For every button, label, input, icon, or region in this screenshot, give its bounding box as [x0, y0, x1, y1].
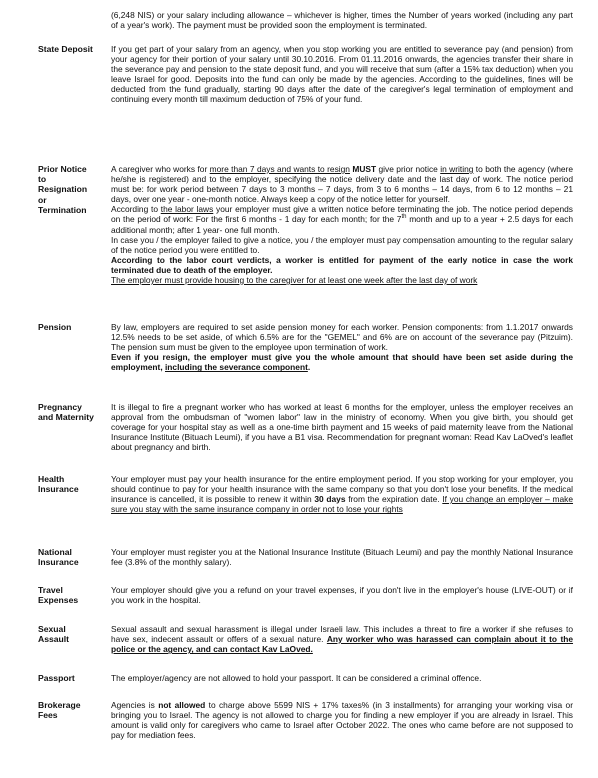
- text-span: Sexual assault and sexual harassment is illegal under Israeli law. This includes a threat to fire a worker if she refuses to have sex, indecent assault or offers of a sexual nature.: [111, 624, 573, 645]
- text-span: from the expiration date.: [345, 494, 443, 505]
- prior-notice-paragraph-4: According to the labor court verdicts, a worker is entitled for payment of the early notice in case the work terminated due to death of the employer.: [111, 254, 573, 275]
- prior-notice-heading-line: or: [38, 194, 47, 205]
- underlined-text: more than 7 days and wants to resign: [209, 164, 350, 174]
- bold-text: MUST: [349, 164, 377, 174]
- prior-notice-text: [111, 164, 573, 285]
- prior-notice-heading: [38, 164, 110, 215]
- travel-expenses-text: [111, 585, 573, 605]
- pension-text: [111, 322, 573, 372]
- bold-underlined-text: Any worker who was harassed can complain about it to the police or the agency, and can contact Kav LaOved.: [111, 634, 574, 655]
- national-insurance-text: [111, 547, 573, 567]
- pension-paragraph-2: [111, 352, 573, 372]
- text-span: A caregiver who works for: [111, 164, 210, 174]
- passport-paragraph: The employer/agency are not allowed to hold your passport. It can be considered a criminal offence.: [111, 673, 482, 683]
- national-insurance-paragraph: Your employer must register you at the National Insurance Institute (Bituach Leumi) and pay the monthly National Insurance fee (3.8% of the monthly salary).: [111, 547, 573, 568]
- sexual-assault-heading-line: Assault: [38, 634, 70, 645]
- prior-notice-paragraph-3: In case you / the employer failed to give a notice, you / the employer must pay compensation amounting to the regular salary of the notice period you were entitled to.: [111, 234, 573, 255]
- travel-expenses-heading: [38, 585, 110, 605]
- pregnancy-heading: [38, 402, 110, 422]
- health-insurance-heading: [38, 474, 110, 494]
- text-span: to charge above 5599 NIS + 17% taxes% (in 3 installments) for arranging your working visa or bringing you to Israel. The agency is not allowed to charge you for finding a new employer if you are already in Israel. This amount is valid only for caregivers who came to Israel after October 2022. The ones who came before are not supposed to pay for mediation fees.: [111, 700, 573, 741]
- text-span: your employer must give a written notice before terminating the job. The notice period depends on the period of work: For the first 6 months - 1 day for each month; for the 7: [111, 204, 573, 225]
- intro-paragraph: (6,248 NIS) or your salary including allowance – whichever is higher, times the Number of years worked (including any part of a year's work). The payment must be provided soon the employment is terminated.: [111, 10, 573, 31]
- brokerage-fees-heading-line: Fees: [38, 710, 58, 721]
- prior-notice-heading-line: Resignation: [38, 184, 88, 195]
- underlined-text: the labor laws: [160, 204, 214, 215]
- text-span: give prior notice: [376, 164, 441, 174]
- brokerage-fees-heading: [38, 700, 110, 720]
- text-span: According to: [111, 204, 161, 215]
- prior-notice-heading-line: to: [38, 174, 47, 185]
- prior-notice-paragraph-1: [111, 164, 573, 204]
- text-span: to both the agency (where he/she is registered) and to the employer, specifying the notice delivery date and the last day of work. The notice period must be: for work period between 7 days to 3 months – 7 days, from 3 to 6 months – 14 days, from 6 to 12 months – 21 days, over one year - one-month notice. Always keep a copy of the notice letter for yourself.: [111, 164, 574, 205]
- pension-paragraph-1: By law, employers are required to set aside pension money for each worker. Pension components: from 1.1.2017 onwards 12.5% needs to be set aside, of which 6.5% are for the "GEMEL" and 6% are on account of the severance pay (Pitzuim). The pension sum must be given to the employee upon termination of work.: [111, 322, 573, 353]
- sexual-assault-heading: [38, 624, 110, 644]
- brokerage-fees-paragraph: [111, 700, 573, 740]
- prior-notice-paragraph-2: [111, 204, 573, 234]
- passport-heading: Passport: [38, 673, 75, 683]
- text-span: Agencies is: [111, 700, 159, 710]
- bold-text: Even if you resign, the employer must give you the whole amount that should have been set aside during the employment,: [111, 352, 573, 373]
- health-insurance-heading-line: Insurance: [38, 484, 79, 495]
- bold-text: .: [307, 362, 311, 373]
- travel-expenses-paragraph: Your employer should give you a refund on your travel expenses, if you don't live in the employer's house (LIVE-OUT) or if you work in the hospital.: [111, 585, 573, 606]
- health-insurance-text: [111, 474, 573, 514]
- national-insurance-heading-line: Insurance: [38, 557, 79, 568]
- travel-expenses-heading-line: Expenses: [38, 595, 79, 606]
- bold-text: not allowed: [158, 700, 206, 710]
- text-span: Your employer must pay your health insurance for the entire employment period. If you stop working for your employer, you should continue to pay for your health insurance with the same company so that you don't lose your benefits. If the medical insurance is cancelled, it is possible to renew it within: [111, 474, 573, 505]
- state-deposit-paragraph: If you get part of your salary from an agency, when you stop working you are entitled to severance pay (and pension) from your agency for their portion of your salary until 30.10.2016. From 01.11.2016 onwards, the agencies transfer their share in the severance pay and pension to the state deposit fund, and you will receive that sum (after a 15% tax deduction) when you leave Israel for good. Deposits into the fund can only be made by the agencies. According to the guidelines, fines will be deducted from the fund gradually, starting 90 days after the date of the caregiver's legal termination of employment and continuing every month till maximum deduction of 75% of your fund.: [111, 44, 573, 105]
- prior-notice-paragraph-5: The employer must provide housing to the caregiver for at least one week after the last day of work: [111, 275, 478, 286]
- sexual-assault-heading-line: Sexual: [38, 624, 66, 634]
- state-deposit-heading: State Deposit: [38, 44, 93, 54]
- pregnancy-heading-line: Pregnancy: [38, 402, 82, 412]
- text-span: month and up to a year + 2.5 days for each additional month; after 1 year- one full month.: [111, 214, 573, 235]
- national-insurance-heading-line: National: [38, 547, 72, 557]
- health-insurance-paragraph: [111, 474, 573, 514]
- pregnancy-text: [111, 402, 573, 452]
- health-insurance-heading-line: Health: [38, 474, 65, 484]
- intro-text: [111, 10, 573, 30]
- pension-heading: Pension: [38, 322, 72, 332]
- state-deposit-text: [111, 44, 573, 105]
- travel-expenses-heading-line: Travel: [38, 585, 63, 595]
- sexual-assault-text: [111, 624, 573, 654]
- brokerage-fees-heading-line: Brokerage: [38, 700, 81, 710]
- pregnancy-heading-line: and Maternity: [38, 412, 94, 423]
- superscript: th: [401, 214, 407, 221]
- underlined-text: in writing: [440, 164, 474, 174]
- prior-notice-heading-line: Termination: [38, 204, 87, 215]
- brokerage-fees-text: [111, 700, 573, 740]
- prior-notice-heading-line: Prior Notice: [38, 164, 87, 174]
- pregnancy-paragraph: It is illegal to fire a pregnant worker who has worked at least 6 months for the employer, unless the employer receives an approval from the ombudsman of "women labor" law in the ministry of economy. When you give birth, you should get coverage for your hospital stay as well as a one-time birth payment and 15 weeks of paid maternity leave from the National Insurance Institute (Bituach Leumi), if you have a B1 visa. Recommendation for pregnant woman: Read Kav LaOved's leaflet about pregnancy and birth.: [111, 402, 574, 453]
- sexual-assault-paragraph: [111, 624, 573, 654]
- passport-text: [111, 673, 573, 683]
- bold-text: 30 days: [314, 494, 346, 505]
- bold-underlined-text: including the severance component: [164, 362, 308, 373]
- underlined-text: If you change an employer – make sure you stay with the same insurance company in order not to lose your rights: [111, 494, 574, 515]
- national-insurance-heading: [38, 547, 110, 567]
